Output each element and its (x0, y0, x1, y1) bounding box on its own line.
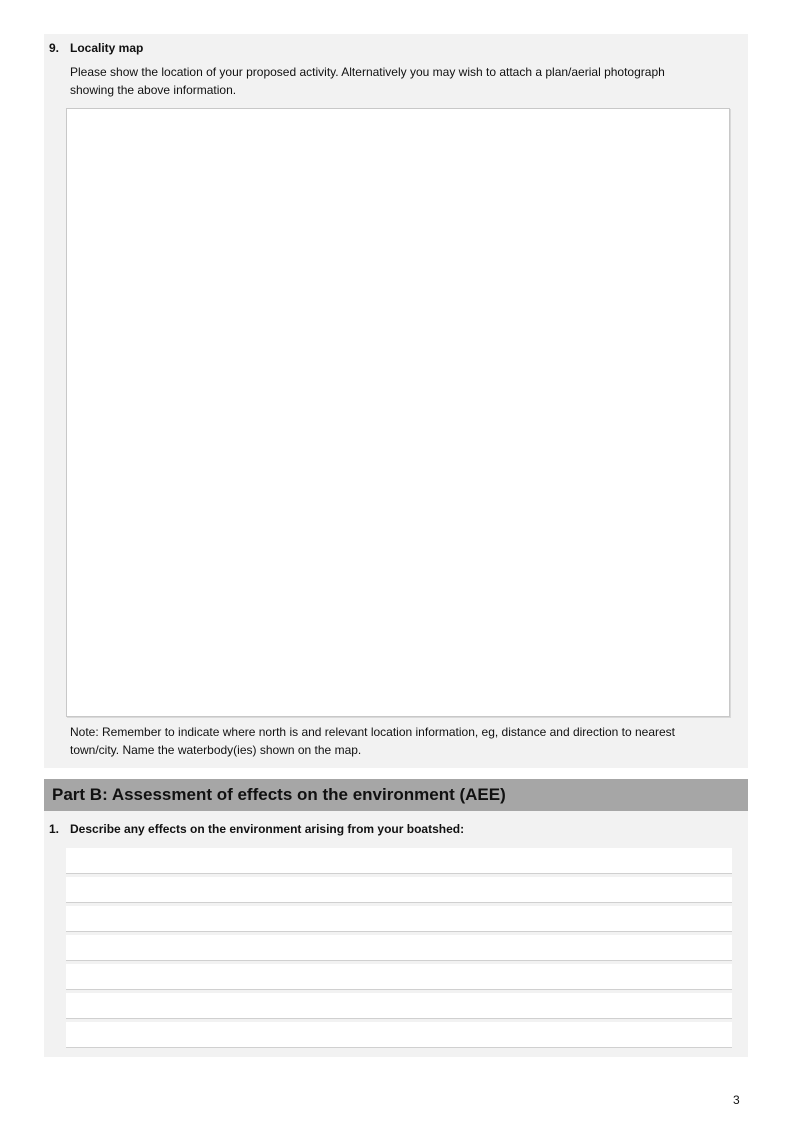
locality-map-input-area[interactable] (66, 108, 730, 717)
effects-input-line-5[interactable] (66, 964, 732, 990)
effects-input-line-4[interactable] (66, 935, 732, 961)
effects-input-line-3[interactable] (66, 906, 732, 932)
locality-map-section (44, 34, 748, 768)
part-b-heading: Part B: Assessment of effects on the environment (AEE) (44, 779, 748, 811)
effects-input-line-6[interactable] (66, 993, 732, 1019)
effects-input-line-1[interactable] (66, 848, 732, 874)
page-number: 3 (733, 1093, 740, 1107)
effects-input-line-7[interactable] (66, 1022, 732, 1048)
question-title: Locality map (70, 41, 144, 55)
map-note: Note: Remember to indicate where north is and relevant location information, eg, distance and direction to nearest town/city. Name the waterbody(ies) shown on the map. (70, 725, 676, 757)
effects-input-line-2[interactable] (66, 877, 732, 903)
instructions-text: Please show the location of your proposed activity. Alternatively you may wish to attach a plan/aerial photograph showing the above information. (70, 65, 665, 97)
question-number: 1. (49, 822, 60, 836)
effects-section (44, 811, 748, 1057)
question-label: Describe any effects on the environment arising from your boatshed: (70, 822, 465, 836)
question-number: 9. (49, 41, 60, 55)
